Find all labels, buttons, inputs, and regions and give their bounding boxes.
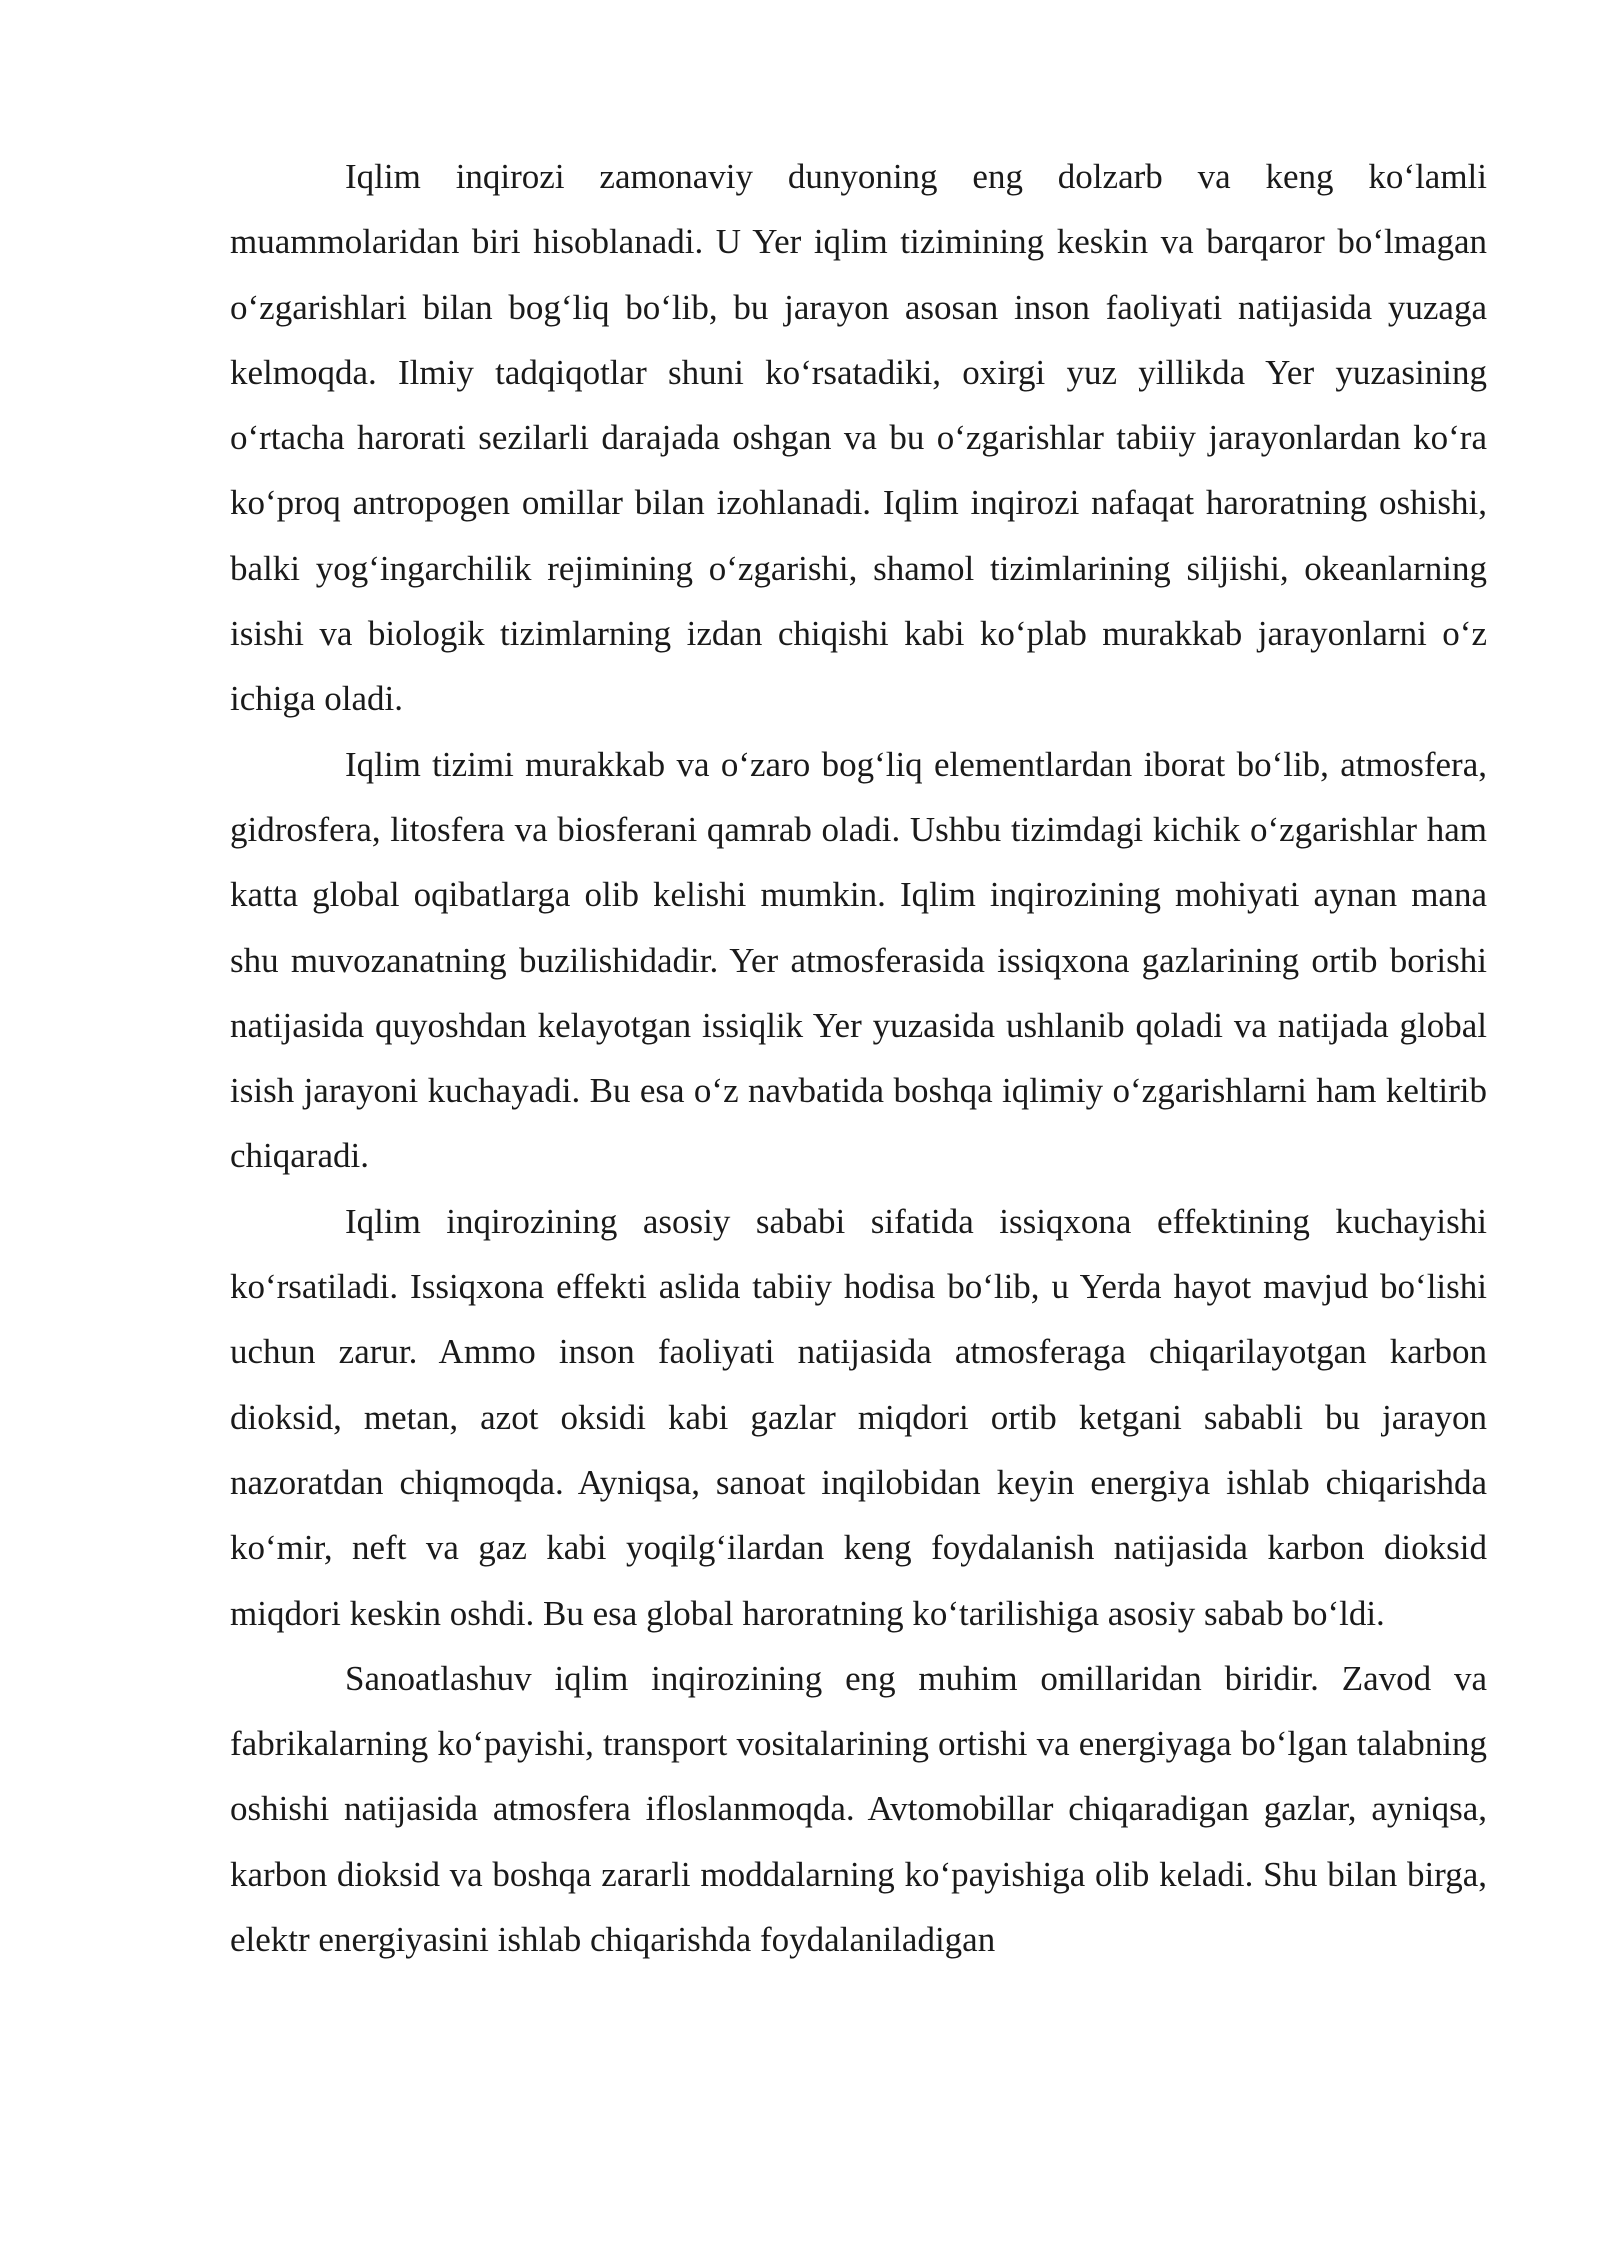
paragraph-1: Iqlim inqirozi zamonaviy dunyoning eng dolzarb va keng ko‘lamli muammolaridan biri hisoblanadi. U Yer iqlim tizimining keskin va barqaror bo‘lmagan o‘zgarishlari bilan bog‘liq bo‘lib, bu jarayon asosan inson faoliyati natijasida yuzaga kelmoqda. Ilmiy tadqiqotlar shuni ko‘rsatadiki, oxirgi yuz yillikda Yer yuzasining o‘rtacha harorati sezilarli darajada oshgan va bu o‘zgarishlar tabiiy jarayonlardan ko‘ra ko‘proq antropogen omillar bilan izohlanadi. Iqlim inqirozi nafaqat haroratning oshishi, balki yog‘ingarchilik rejimining o‘zgarishi, shamol tizimlarining siljishi, okeanlarning isishi va biologik tizimlarning izdan chiqishi kabi ko‘plab murakkab jarayonlarni o‘z ichiga oladi. — [230, 157, 1487, 719]
paragraph-3: Iqlim inqirozining asosiy sababi sifatida issiqxona effektining kuchayishi ko‘rsatiladi. Issiqxona effekti aslida tabiiy hodisa bo‘lib, u Yerda hayot mavjud bo‘lishi uchun zarur. Ammo inson faoliyati natijasida atmosferaga chiqarilayotgan karbon dioksid, metan, azot oksidi kabi gazlar miqdori ortib ketgani sababli bu jarayon nazoratdan chiqmoqda. Ayniqsa, sanoat inqilobidan keyin energiya ishlab chiqarishda ko‘mir, neft va gaz kabi yoqilg‘ilardan keng foydalanish natijasida karbon dioksid miqdori keskin oshdi. Bu esa global haroratning ko‘tarilishiga asosiy sabab bo‘ldi. — [230, 1201, 1487, 1633]
paragraph-4: Sanoatlashuv iqlim inqirozining eng muhim omillaridan biridir. Zavod va fabrikalarning ko‘payishi, transport vositalarining ortishi va energiyaga bo‘lgan talabning oshishi natijasida atmosfera ifloslanmoqda. Avtomobillar chiqaradigan gazlar, ayniqsa, karbon dioksid va boshqa zararli moddalarning ko‘payishiga olib keladi. Shu bilan birga, elektr energiyasini ishlab chiqarishda foydalaniladigan — [230, 1658, 1487, 1960]
document-body — [230, 144, 1487, 1972]
paragraph-2: Iqlim tizimi murakkab va o‘zaro bog‘liq elementlardan iborat bo‘lib, atmosfera, gidrosfera, litosfera va biosferani qamrab oladi. Ushbu tizimdagi kichik o‘zgarishlar ham katta global oqibatlarga olib kelishi mumkin. Iqlim inqirozining mohiyati aynan mana shu muvozanatning buzilishidadir. Yer atmosferasida issiqxona gazlarining ortib borishi natijasida quyoshdan kelayotgan issiqlik Yer yuzasida ushlanib qoladi va natijada global isish jarayoni kuchayadi. Bu esa o‘z navbatida boshqa iqlimiy o‘zgarishlarni ham keltirib chiqaradi. — [230, 744, 1487, 1176]
